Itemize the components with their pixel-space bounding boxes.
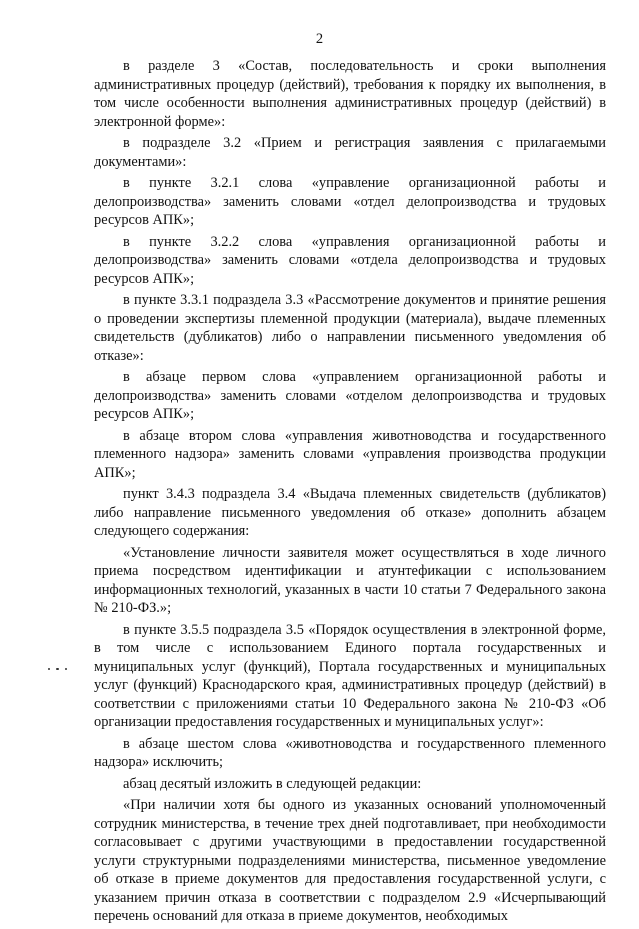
paragraph-item-3-4-3: пункт 3.4.3 подраздела 3.4 «Выдача племенных свидетельств (дубликатов) либо направление письменного уведомления об отказе» дополнить абзацем следующего содержания: <box>94 486 606 539</box>
document-body <box>94 57 606 929</box>
paragraph-subsection-3-2: в подразделе 3.2 «Прием и регистрация заявления с прилагаемыми документами»: <box>94 135 606 170</box>
paragraph-item-3-2-2: в пункте 3.2.2 слова «управления организационной работы и делопроизводства» заменить словами «отдела делопроизводства и трудовых ресурсов АПК»; <box>94 233 606 287</box>
page-number: 2 <box>315 31 324 47</box>
paragraph-quoted-addition: «Установление личности заявителя может осуществляться в ходе личного приема посредством идентификации и атунтефикации с использованием информационных технологий, указанных в части 10 статьи 7 Федерального закона № 210-ФЗ.»; <box>94 544 606 616</box>
paragraph-tenth-clause-intro: абзац десятый изложить в следующей редакции: <box>123 775 422 792</box>
paragraph-item-3-3-1: в пункте 3.3.1 подраздела 3.3 «Рассмотрение документов и принятие решения о проведении экспертизы племенной продукции (материала), выдаче племенных свидетельств (дубликатов) либо о направлении письменного уведомления об отказе»: <box>94 292 606 364</box>
margin-scan-marks <box>48 668 70 670</box>
paragraph-item-3-2-1: в пункте 3.2.1 слова «управление организационной работы и делопроизводства» заменить словами «отдел делопроизводства и трудовых ресурсов АПК»; <box>94 175 606 228</box>
paragraph-section-3: в разделе 3 «Состав, последовательность и сроки выполнения административных процедур (действий), требования к порядку их выполнения, в том числе особенности выполнения административных процедур (действий) в электронной форме»: <box>94 58 606 130</box>
paragraph-first-clause: в абзаце первом слова «управлением организационной работы и делопроизводства» заменить словами «отделом делопроизводства и трудовых ресурсов АПК»; <box>94 369 606 422</box>
paragraph-sixth-clause: в абзаце шестом слова «животноводства и государственного племенного надзора» исключить; <box>94 735 606 770</box>
paragraph-item-3-5-5: в пункте 3.5.5 подраздела 3.5 «Порядок осуществления в электронной форме, в том числе с использованием Единого портала государственных и муниципальных услуг (функций), Портала государственных и муниципальных услуг (функций) Краснодарского края, административных процедур (действий) в соответствии с приложениями статьи 10 Федерального закона № 210-ФЗ «Об организации предоставления государственных и муниципальных услуг»: <box>94 621 606 730</box>
paragraph-new-wording: «При наличии хотя бы одного из указанных оснований уполномоченный сотрудник министерства, в течение трех дней подготавливает, при необходимости согласовывает с другими участвующими в предоставлении государственной услуги структурными подразделениями министерства, письменное уведомление об отказе в приеме документов для предоставления государственной услуги, с указанием причин отказа в соответствии с подразделом 2.9 «Исчерпывающий перечень оснований для отказа в приеме документов, необходимых <box>94 797 606 924</box>
paragraph-second-clause: в абзаце втором слова «управления животноводства и государственного племенного надзора» заменить словами «управления производства продукции АПК»; <box>94 427 606 481</box>
